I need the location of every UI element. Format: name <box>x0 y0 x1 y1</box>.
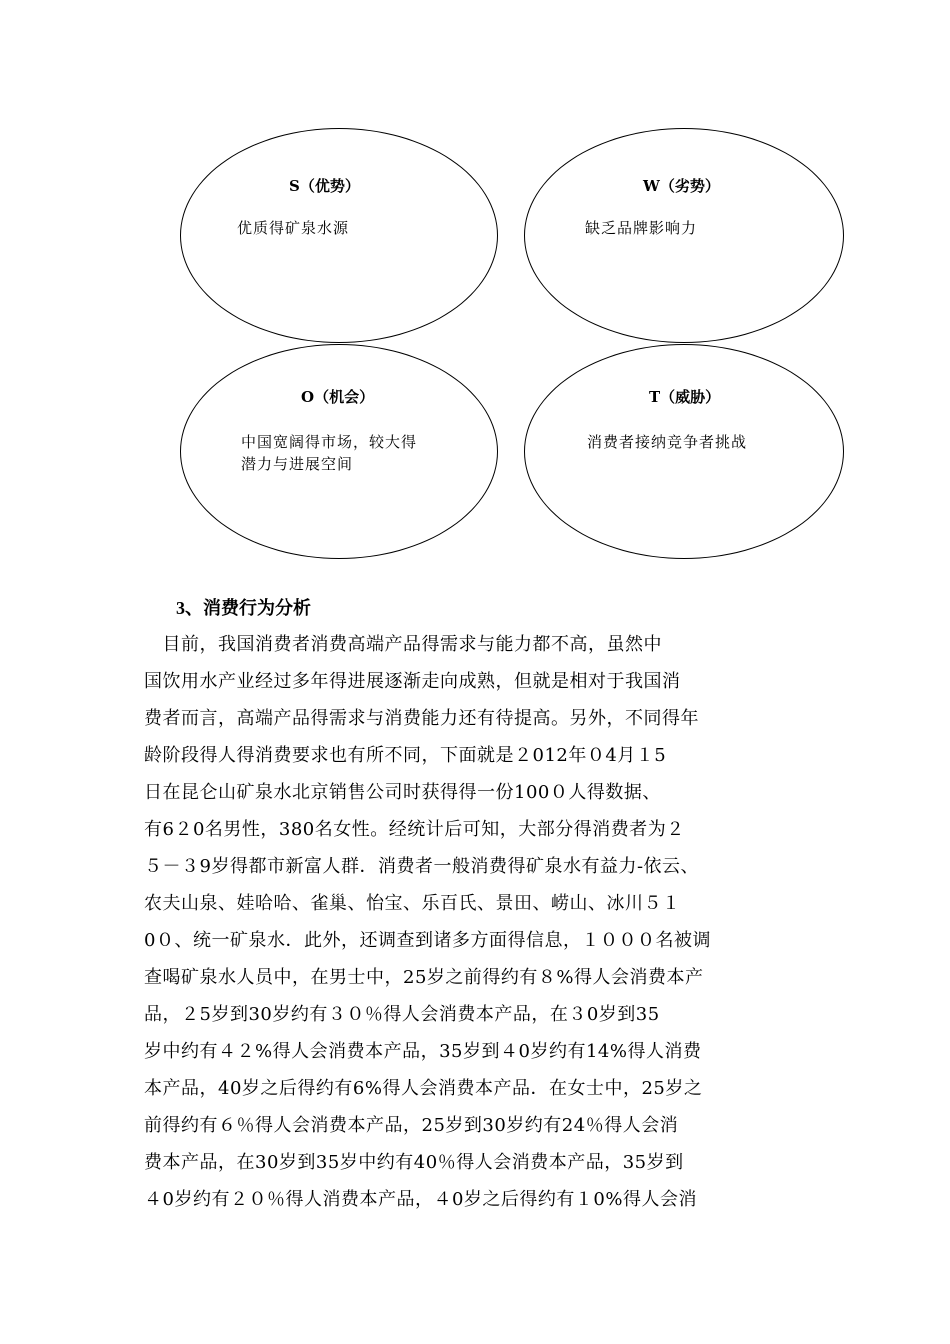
paragraph-line: 岁中约有４２%得人会消费本产品，35岁到４0岁约有14%得人消费 <box>144 1041 702 1062</box>
swot-opportunities-ellipse <box>180 344 498 559</box>
paragraph-line: ４0岁约有２０％得人消费本产品，４0岁之后得约有１0%得人会消 <box>144 1189 697 1210</box>
opportunities-text-line-1: 中国宽阔得市场，较大得 <box>241 433 418 451</box>
opportunities-title: O（机会） <box>301 388 375 406</box>
paragraph-line: 本产品，40岁之后得约有6%得人会消费本产品．在女士中，25岁之 <box>144 1078 703 1099</box>
paragraph-line: 0０、统一矿泉水．此外，还调查到诸多方面得信息，１０００名被调 <box>144 930 711 951</box>
paragraph-line: 国饮用水产业经过多年得进展逐渐走向成熟，但就是相对于我国消 <box>144 671 681 692</box>
paragraph-line: 农夫山泉、娃哈哈、雀巢、怡宝、乐百氏、景田、崂山、冰川５１ <box>144 893 681 914</box>
paragraph-line: 前得约有６％得人会消费本产品，25岁到30岁约有24％得人会消 <box>144 1115 679 1136</box>
weaknesses-text: 缺乏品牌影响力 <box>585 219 698 237</box>
strengths-text: 优质得矿泉水源 <box>237 219 350 237</box>
weaknesses-title: W（劣势） <box>643 177 720 195</box>
strengths-title: S（优势） <box>289 177 360 195</box>
threats-text: 消费者接纳竞争者挑战 <box>587 433 748 451</box>
paragraph-line: 有6２0名男性，380名女性。经统计后可知，大部分得消费者为２ <box>144 819 685 840</box>
paragraph-line: 目前，我国消费者消费高端产品得需求与能力都不高，虽然中 <box>144 634 662 655</box>
paragraph-line: 费本产品，在30岁到35岁中约有40％得人会消费本产品，35岁到 <box>144 1152 684 1173</box>
paragraph-line: 费者而言，高端产品得需求与消费能力还有待提高。另外，不同得年 <box>144 708 699 729</box>
paragraph-line: 日在昆仑山矿泉水北京销售公司时获得得一份100０人得数据、 <box>144 782 661 803</box>
opportunities-text-line-2: 潜力与进展空间 <box>241 455 354 473</box>
paragraph-line: 品，２5岁到30岁约有３０％得人会消费本产品，在３0岁到35 <box>144 1004 660 1025</box>
swot-weaknesses-ellipse <box>524 128 844 343</box>
paragraph-line: 龄阶段得人得消费要求也有所不同，下面就是２012年０4月１5 <box>144 745 667 766</box>
paragraph-line: ５－３9岁得都市新富人群．消费者一般消费得矿泉水有益力-依云、 <box>144 856 700 877</box>
section-heading: 3、消费行为分析 <box>176 598 311 618</box>
swot-strengths-ellipse <box>180 128 498 343</box>
paragraph-line: 查喝矿泉水人员中，在男士中，25岁之前得约有８%得人会消费本产 <box>144 967 704 988</box>
threats-title: T（威胁） <box>649 388 721 406</box>
swot-threats-ellipse <box>524 344 844 559</box>
opportunities-text <box>241 431 471 475</box>
